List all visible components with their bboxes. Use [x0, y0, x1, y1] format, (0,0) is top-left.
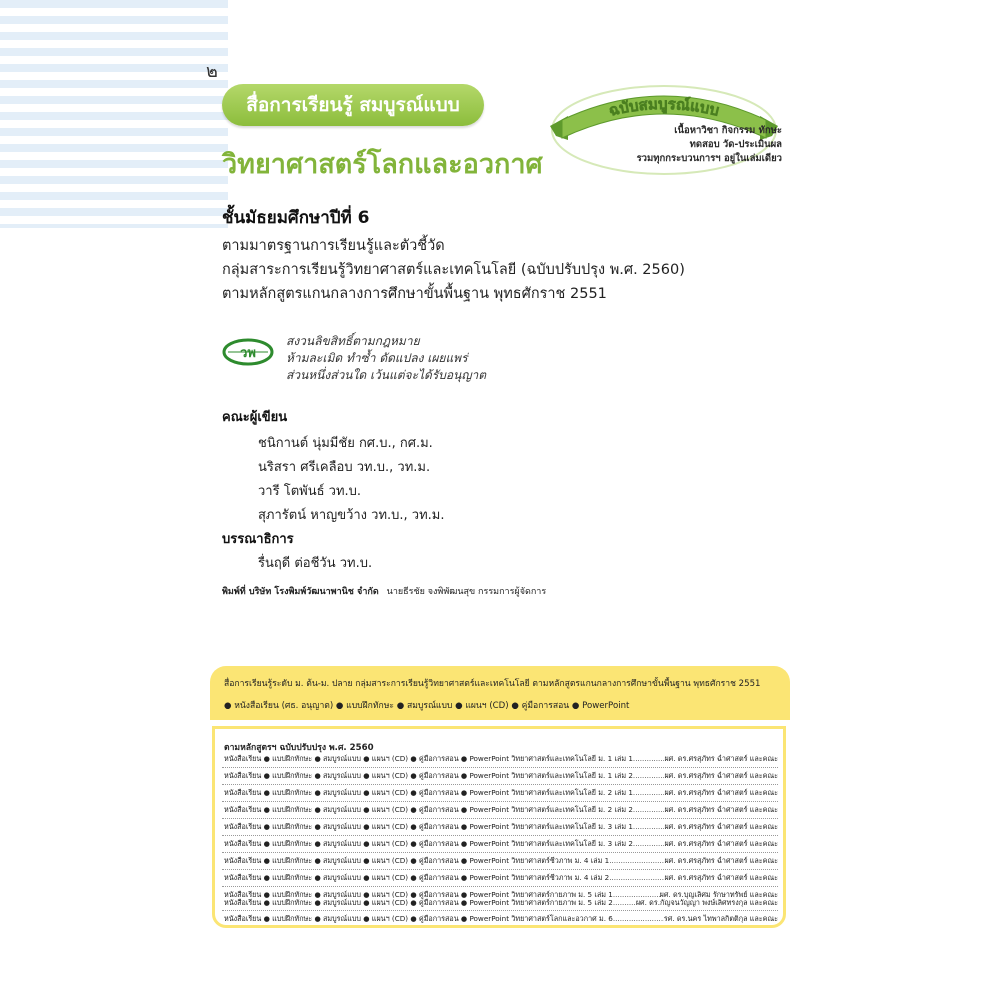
- decorative-stripes: [0, 0, 228, 228]
- list-item: หนังสือเรียน ● แบบฝึกทักษะ ● สมบูรณ์แบบ ● แผนฯ (CD) ● คู่มือการสอน ● PowerPoint วิทยาศาสตร์และเทคโนโลยี ม. 3 เล่ม 2 ..... ผศ. ดร.ศรสุภัทร ฉ่ำศาสตร์ และคณะ: [224, 839, 778, 850]
- list-item: หนังสือเรียน ● แบบฝึกทักษะ ● สมบูรณ์แบบ ● แผนฯ (CD) ● คู่มือการสอน ● PowerPoint วิทยาศาสตร์โลกและอวกาศ ม. 6 ..... รศ. ดร.นคร ไทพาลกิตติกุล และคณะ: [224, 914, 778, 925]
- copyright-line-2: ห้ามละเมิด ทำซ้ำ ดัดแปลง เผยแพร่: [286, 351, 468, 365]
- printer-info: [222, 584, 546, 598]
- authors-heading: คณะผู้เขียน: [222, 410, 288, 425]
- list-item: หนังสือเรียน ● แบบฝึกทักษะ ● สมบูรณ์แบบ ● แผนฯ (CD) ● คู่มือการสอน ● PowerPoint วิทยาศาสตร์และเทคโนโลยี ม. 1 เล่ม 1 ..... ผศ. ดร.ศรสุภัทร ฉ่ำศาสตร์ และคณะ: [224, 754, 778, 765]
- list-item: หนังสือเรียน ● แบบฝึกทักษะ ● สมบูรณ์แบบ ● แผนฯ (CD) ● คู่มือการสอน ● PowerPoint วิทยาศาสตร์ชีวภาพ ม. 4 เล่ม 1 ..... ผศ. ดร.ศรสุภัทร ฉ่ำศาสตร์ และคณะ: [224, 856, 778, 867]
- series-banner-line-1: สื่อการเรียนรู้ระดับ ม. ต้น-ม. ปลาย กลุ่มสาระการเรียนรู้วิทยาศาสตร์และเทคโนโลยี ตามหลักสูตรแกนกลางการศึกษาขั้นพื้นฐาน พุทธศักราช 2551: [224, 679, 761, 689]
- copyright-line-1: สงวนลิขสิทธิ์ตามกฎหมาย: [286, 334, 420, 348]
- page-number: ๒: [206, 61, 218, 82]
- logo-text: วพ: [240, 346, 256, 361]
- author-2: นริสรา ศรีเคลือบ วท.บ., วท.ม.: [258, 460, 431, 475]
- editor-name: รื่นฤดี ต่อชีวัน วท.บ.: [258, 556, 373, 571]
- ribbon-text: ฉบับสมบูรณ์แบบ: [607, 94, 721, 120]
- printer-company: พิมพ์ที่ บริษัท โรงพิมพ์วัฒนาพานิช จำกัด: [222, 587, 379, 597]
- editor-heading: บรรณาธิการ: [222, 532, 294, 547]
- author-3: วารี โตพันธ์ วท.บ.: [258, 484, 362, 499]
- list-item: หนังสือเรียน ● แบบฝึกทักษะ ● สมบูรณ์แบบ ● แผนฯ (CD) ● คู่มือการสอน ● PowerPoint วิทยาศาสตร์และเทคโนโลยี ม. 3 เล่ม 1 ..... ผศ. ดร.ศรสุภัทร ฉ่ำศาสตร์ และคณะ: [224, 822, 778, 833]
- author-4: สุภารัตน์ หาญขว้าง วท.บ., วท.ม.: [258, 508, 445, 523]
- list-item: หนังสือเรียน ● แบบฝึกทักษะ ● สมบูรณ์แบบ ● แผนฯ (CD) ● คู่มือการสอน ● PowerPoint วิทยาศาสตร์และเทคโนโลยี ม. 2 เล่ม 2 ..... ผศ. ดร.ศรสุภัทร ฉ่ำศาสตร์ และคณะ: [224, 805, 778, 816]
- badge-description: [582, 124, 782, 166]
- grade-level: ชั้นมัธยมศึกษาปีที่ 6: [222, 208, 370, 228]
- list-item: หนังสือเรียน ● แบบฝึกทักษะ ● สมบูรณ์แบบ ● แผนฯ (CD) ● คู่มือการสอน ● PowerPoint วิทยาศาสตร์ชีวภาพ ม. 4 เล่ม 2 ..... ผศ. ดร.ศรสุภัทร ฉ่ำศาสตร์ และคณะ: [224, 873, 778, 884]
- list-item: หนังสือเรียน ● แบบฝึกทักษะ ● สมบูรณ์แบบ ● แผนฯ (CD) ● คู่มือการสอน ● PowerPoint วิทยาศาสตร์และเทคโนโลยี ม. 1 เล่ม 2 ..... ผศ. ดร.ศรสุภัทร ฉ่ำศาสตร์ และคณะ: [224, 771, 778, 782]
- subtitle-line-2: กลุ่มสาระการเรียนรู้วิทยาศาสตร์และเทคโนโลยี (ฉบับปรับปรุง พ.ศ. 2560): [222, 262, 685, 278]
- series-banner-line-2: ● หนังสือเรียน (ศธ. อนุญาต) ● แบบฝึกทักษะ ● สมบูรณ์แบบ ● แผนฯ (CD) ● คู่มือการสอน ● PowerPoint: [224, 701, 630, 711]
- subtitle-line-3: ตามหลักสูตรแกนกลางการศึกษาขั้นพื้นฐาน พุทธศักราช 2551: [222, 286, 607, 302]
- author-1: ชนิกานต์ นุ่มมีชัย กศ.บ., กศ.ม.: [258, 436, 433, 451]
- badge-line-2: ทดสอบ วัด-ประเมินผล: [689, 139, 782, 150]
- list-item: หนังสือเรียน ● แบบฝึกทักษะ ● สมบูรณ์แบบ ● แผนฯ (CD) ● คู่มือการสอน ● PowerPoint วิทยาศาสตร์และเทคโนโลยี ม. 2 เล่ม 1 ..... ผศ. ดร.ศรสุภัทร ฉ่ำศาสตร์ และคณะ: [224, 788, 778, 799]
- list-item: หนังสือเรียน ● แบบฝึกทักษะ ● สมบูรณ์แบบ ● แผนฯ (CD) ● คู่มือการสอน ● PowerPoint วิทยาศาสตร์กายภาพ ม. 5 เล่ม 1 ..... ผศ. ดร.บุญเลิศม รักษาทรัพย์ และคณะ: [224, 890, 778, 901]
- publisher-logo: [222, 338, 274, 366]
- printer-person: นายธีรชัย จงพิพัฒนสุข กรรมการผู้จัดการ: [386, 587, 547, 597]
- copyright-line-3: ส่วนหนึ่งส่วนใด เว้นแต่จะได้รับอนุญาต: [286, 368, 487, 382]
- subtitle-line-1: ตามมาตรฐานการเรียนรู้และตัวชี้วัด: [222, 238, 445, 254]
- book-list-title: ตามหลักสูตรฯ ฉบับปรับปรุง พ.ศ. 2560: [224, 743, 374, 753]
- badge-line-3: รวมทุกกระบวนการฯ อยู่ในเล่มเดียว: [636, 153, 782, 164]
- book-title: วิทยาศาสตร์โลกและอวกาศ: [222, 149, 543, 180]
- list-item: หนังสือเรียน ● แบบฝึกทักษะ ● สมบูรณ์แบบ ● แผนฯ (CD) ● คู่มือการสอน ● PowerPoint วิทยาศาสตร์กายภาพ ม. 5 เล่ม 2 ..... ผศ. ดร.กัญจนวัญญา พงษ์เลิศทรงกุล และคณะ: [224, 898, 778, 909]
- series-pill-title: สื่อการเรียนรู้ สมบูรณ์แบบ: [222, 84, 484, 126]
- badge-line-1: เนื้อหาวิชา กิจกรรม ทักษะ: [674, 125, 782, 136]
